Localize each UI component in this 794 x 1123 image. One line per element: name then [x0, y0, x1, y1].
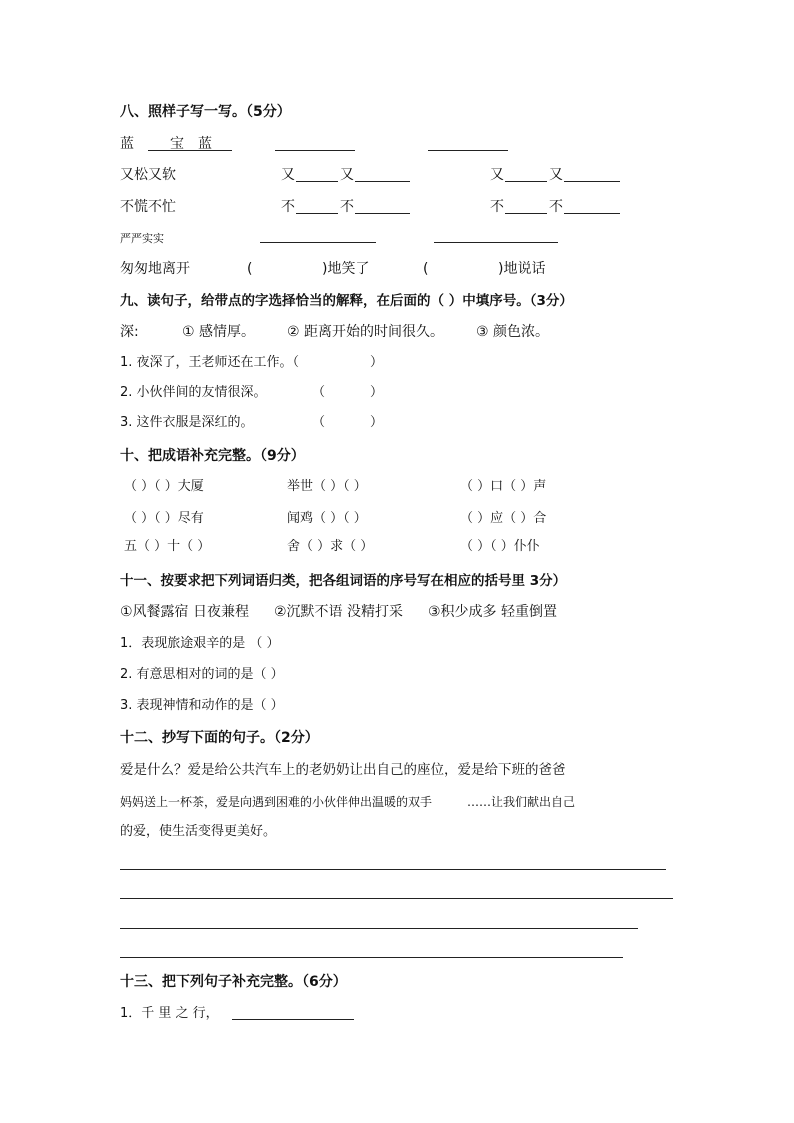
- paren-open: （: [312, 385, 326, 400]
- section-12-title: 十二、抄写下面的句子。（2分）: [120, 730, 319, 746]
- row-label: 又松又软: [120, 167, 176, 183]
- section-10-title: 十、把成语补充完整。（9分）: [120, 448, 305, 464]
- example-underline: [148, 150, 232, 151]
- question-2: 2. 有意思相对的词的是（ ）: [120, 667, 284, 682]
- option-2: ② 距离开始的时间很久。: [287, 324, 445, 340]
- fill-char: 不: [340, 199, 354, 215]
- idiom-item: （ ）口（ ）声: [460, 479, 547, 494]
- fill-char: 又: [549, 167, 563, 183]
- blank-line[interactable]: [260, 242, 376, 243]
- option-1: ① 感情厚。: [182, 324, 256, 340]
- paren-suffix: )地笑了: [322, 261, 370, 277]
- fill-char: 又: [281, 167, 295, 183]
- blank-line[interactable]: [505, 213, 547, 214]
- copy-text-line-2-end: ……让我们献出自己: [467, 795, 576, 809]
- section-8-title: 八、照样子写一写。（5分）: [120, 104, 291, 120]
- blank-line[interactable]: [296, 213, 338, 214]
- word-group-3: ③积少成多 轻重倒置: [428, 604, 558, 620]
- blank-line[interactable]: [428, 150, 508, 151]
- blank-line[interactable]: [355, 181, 410, 182]
- writing-line[interactable]: [120, 869, 666, 870]
- fill-char: 又: [490, 167, 504, 183]
- idiom-item: （ ）（ ）大厦: [124, 479, 204, 494]
- example-char-b: 宝: [170, 136, 184, 152]
- example-char-c: 蓝: [198, 136, 212, 152]
- idiom-item: 闻鸡（ ）（ ）: [287, 511, 367, 526]
- word-head: 深:: [120, 324, 139, 340]
- row-label: 严严实实: [120, 232, 164, 245]
- copy-text-line-1: 爱是什么？爱是给公共汽车上的老奶奶让出自己的座位，爱是给下班的爸爸: [120, 762, 566, 778]
- fill-char: 不: [549, 199, 563, 215]
- question-2: 2. 小伙伴间的友情很深。: [120, 385, 267, 400]
- paren-close: ）: [370, 385, 384, 400]
- question-1: 1．千 里 之 行，: [120, 1006, 219, 1021]
- idiom-item: 舍（ ）求（ ）: [287, 539, 374, 554]
- question-3: 3. 表现神情和动作的是（ ）: [120, 698, 284, 713]
- fill-char: 又: [340, 167, 354, 183]
- idiom-item: 举世（ ）（ ）: [287, 479, 367, 494]
- section-9-title: 九、读句子，给带点的字选择恰当的解释，在后面的（ ）中填序号。（3分）: [120, 293, 573, 309]
- option-3: ③ 颜色浓。: [476, 324, 550, 340]
- blank-line[interactable]: [434, 242, 558, 243]
- copy-text-line-3: 的爱，使生活变得更美好。: [120, 824, 277, 839]
- idiom-item: （ ）（ ）尽有: [124, 511, 204, 526]
- blank-line[interactable]: [232, 1019, 354, 1020]
- section-11-title: 十一、按要求把下列词语归类，把各组词语的序号写在相应的括号里 3分）: [120, 573, 567, 589]
- question-1: 1. 夜深了，王老师还在工作。（: [120, 355, 300, 370]
- blank-line[interactable]: [564, 213, 620, 214]
- fill-char: 不: [281, 199, 295, 215]
- word-group-1: ①风餐露宿 日夜兼程: [120, 604, 250, 620]
- paren-open: （: [312, 415, 326, 430]
- question-1: 1．表现旅途艰辛的是 （ ）: [120, 636, 280, 651]
- example-char-a: 蓝: [120, 136, 134, 152]
- paren-close: ）: [370, 415, 384, 430]
- word-group-2: ②沉默不语 没精打采: [274, 604, 404, 620]
- fill-char: 不: [490, 199, 504, 215]
- paren-suffix: )地说话: [498, 261, 546, 277]
- paren-open: (: [247, 261, 253, 277]
- blank-line[interactable]: [355, 213, 410, 214]
- idiom-item: （ ）应（ ）合: [460, 511, 547, 526]
- idiom-item: （ ）（ ）仆仆: [460, 539, 540, 554]
- row-label: 不慌不忙: [120, 199, 176, 215]
- writing-line[interactable]: [120, 898, 673, 899]
- question-3: 3. 这件衣服是深红的。: [120, 415, 254, 430]
- paren-close: ）: [370, 355, 384, 370]
- blank-line[interactable]: [275, 150, 355, 151]
- paren-open: (: [423, 261, 429, 277]
- blank-line[interactable]: [296, 181, 338, 182]
- copy-text-line-2: 妈妈送上一杯茶，爱是向遇到困难的小伙伴伸出温暖的双手: [120, 795, 433, 809]
- row-label: 匆匆地离开: [120, 261, 190, 277]
- blank-line[interactable]: [564, 181, 620, 182]
- section-13-title: 十三、把下列句子补充完整。（6分）: [120, 974, 347, 990]
- writing-line[interactable]: [120, 957, 623, 958]
- blank-line[interactable]: [505, 181, 547, 182]
- idiom-item: 五（ ）十（ ）: [124, 539, 211, 554]
- writing-line[interactable]: [120, 928, 638, 929]
